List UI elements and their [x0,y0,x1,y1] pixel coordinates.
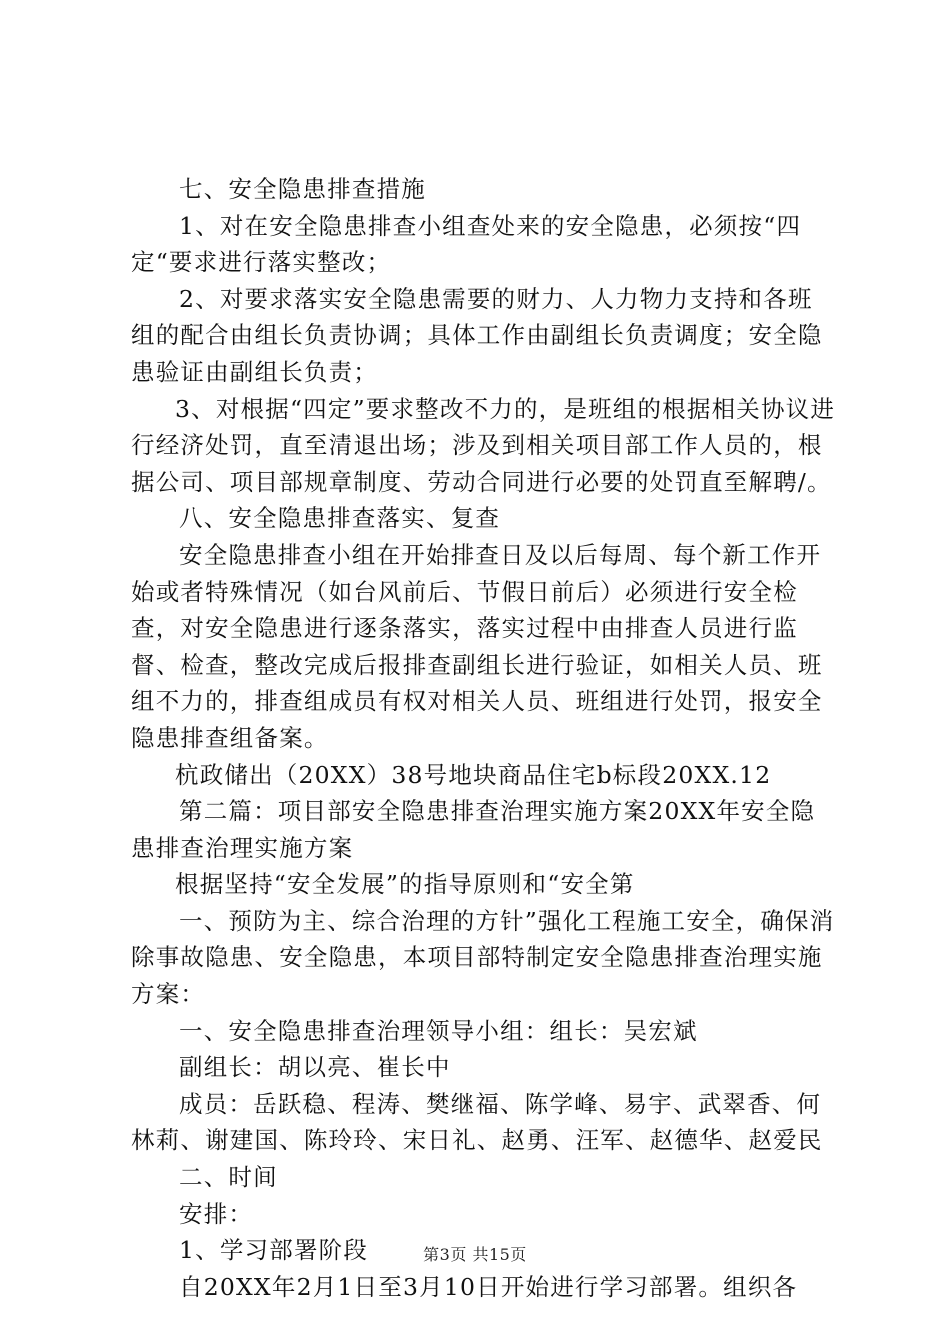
document-body [131,171,837,1305]
page-number-footer: 第3页 共15页 [423,1245,527,1264]
paragraph-leadership: 一、安全隐患排查治理领导小组：组长：吴宏斌 [179,1016,698,1045]
paragraph-stage-1: 1、学习部署阶段 [179,1236,369,1265]
paragraph-schedule: 自20XX年2月1日至3月10日开始进行学习部署。组织各 [179,1272,798,1301]
paragraph-measure-3: 3、对根据“四定”要求整改不力的，是班组的根据相关协议进行经济处罚，直至清退出场；涉及到相关项目部工作人员的，根据公司、项目部规章制度、劳动合同进行必要的处罚直至解聘/。 [131,394,836,496]
paragraph-measure-1: 1、对在安全隐患排查小组查处来的安全隐患，必须按“四定“要求进行落实整改； [131,211,802,277]
paragraph-measure-2: 2、对要求落实安全隐患需要的财力、人力物力支持和各班组的配合由组长负责协调；具体工作由副组长负责调度；安全隐患验证由副组长负责； [131,284,823,386]
section-heading-7: 七、安全隐患排查措施 [179,175,426,203]
paragraph-deputy: 副组长：胡以亮、崔长中 [179,1053,451,1082]
part-two-title: 第二篇：项目部安全隐患排查治理实施方案20XX年安全隐患排查治理实施方案 [131,797,816,862]
paragraph-members: 成员：岳跃稳、程涛、樊继福、陈学峰、易宇、武翠香、何林莉、谢建国、陈玲玲、宋日礼、赵勇、汪军、赵德华、赵爱民 [131,1089,823,1155]
paragraph-project-label: 杭政储出（20XX）38号地块商品住宅b标段20XX.12 [175,760,772,789]
paragraph-principle: 根据坚持“安全发展”的指导原则和“安全第 [175,870,635,899]
paragraph-inspection: 安全隐患排查小组在开始排查日及以后每周、每个新工作开始或者特殊情况（如台风前后、节假日前后）必须进行安全检查，对安全隐患进行逐条落实，落实过程中由排查人员进行监督、检查，整改完成后报排查副组长进行验证，如相关人员、班组不力的，排查组成员有权对相关人员、班组进行处罚，报安全隐患排查组备案。 [131,540,823,752]
section-heading-8: 八、安全隐患排查落实、复查 [179,504,501,533]
paragraph-policy: 一、预防为主、综合治理的方针”强化工程施工安全，确保消除事故隐患、安全隐患，本项目部特制定安全隐患排查治理实施方案： [131,906,835,1009]
section-heading-time: 二、时间 [179,1163,278,1192]
paragraph-arrangement: 安排： [179,1199,254,1228]
